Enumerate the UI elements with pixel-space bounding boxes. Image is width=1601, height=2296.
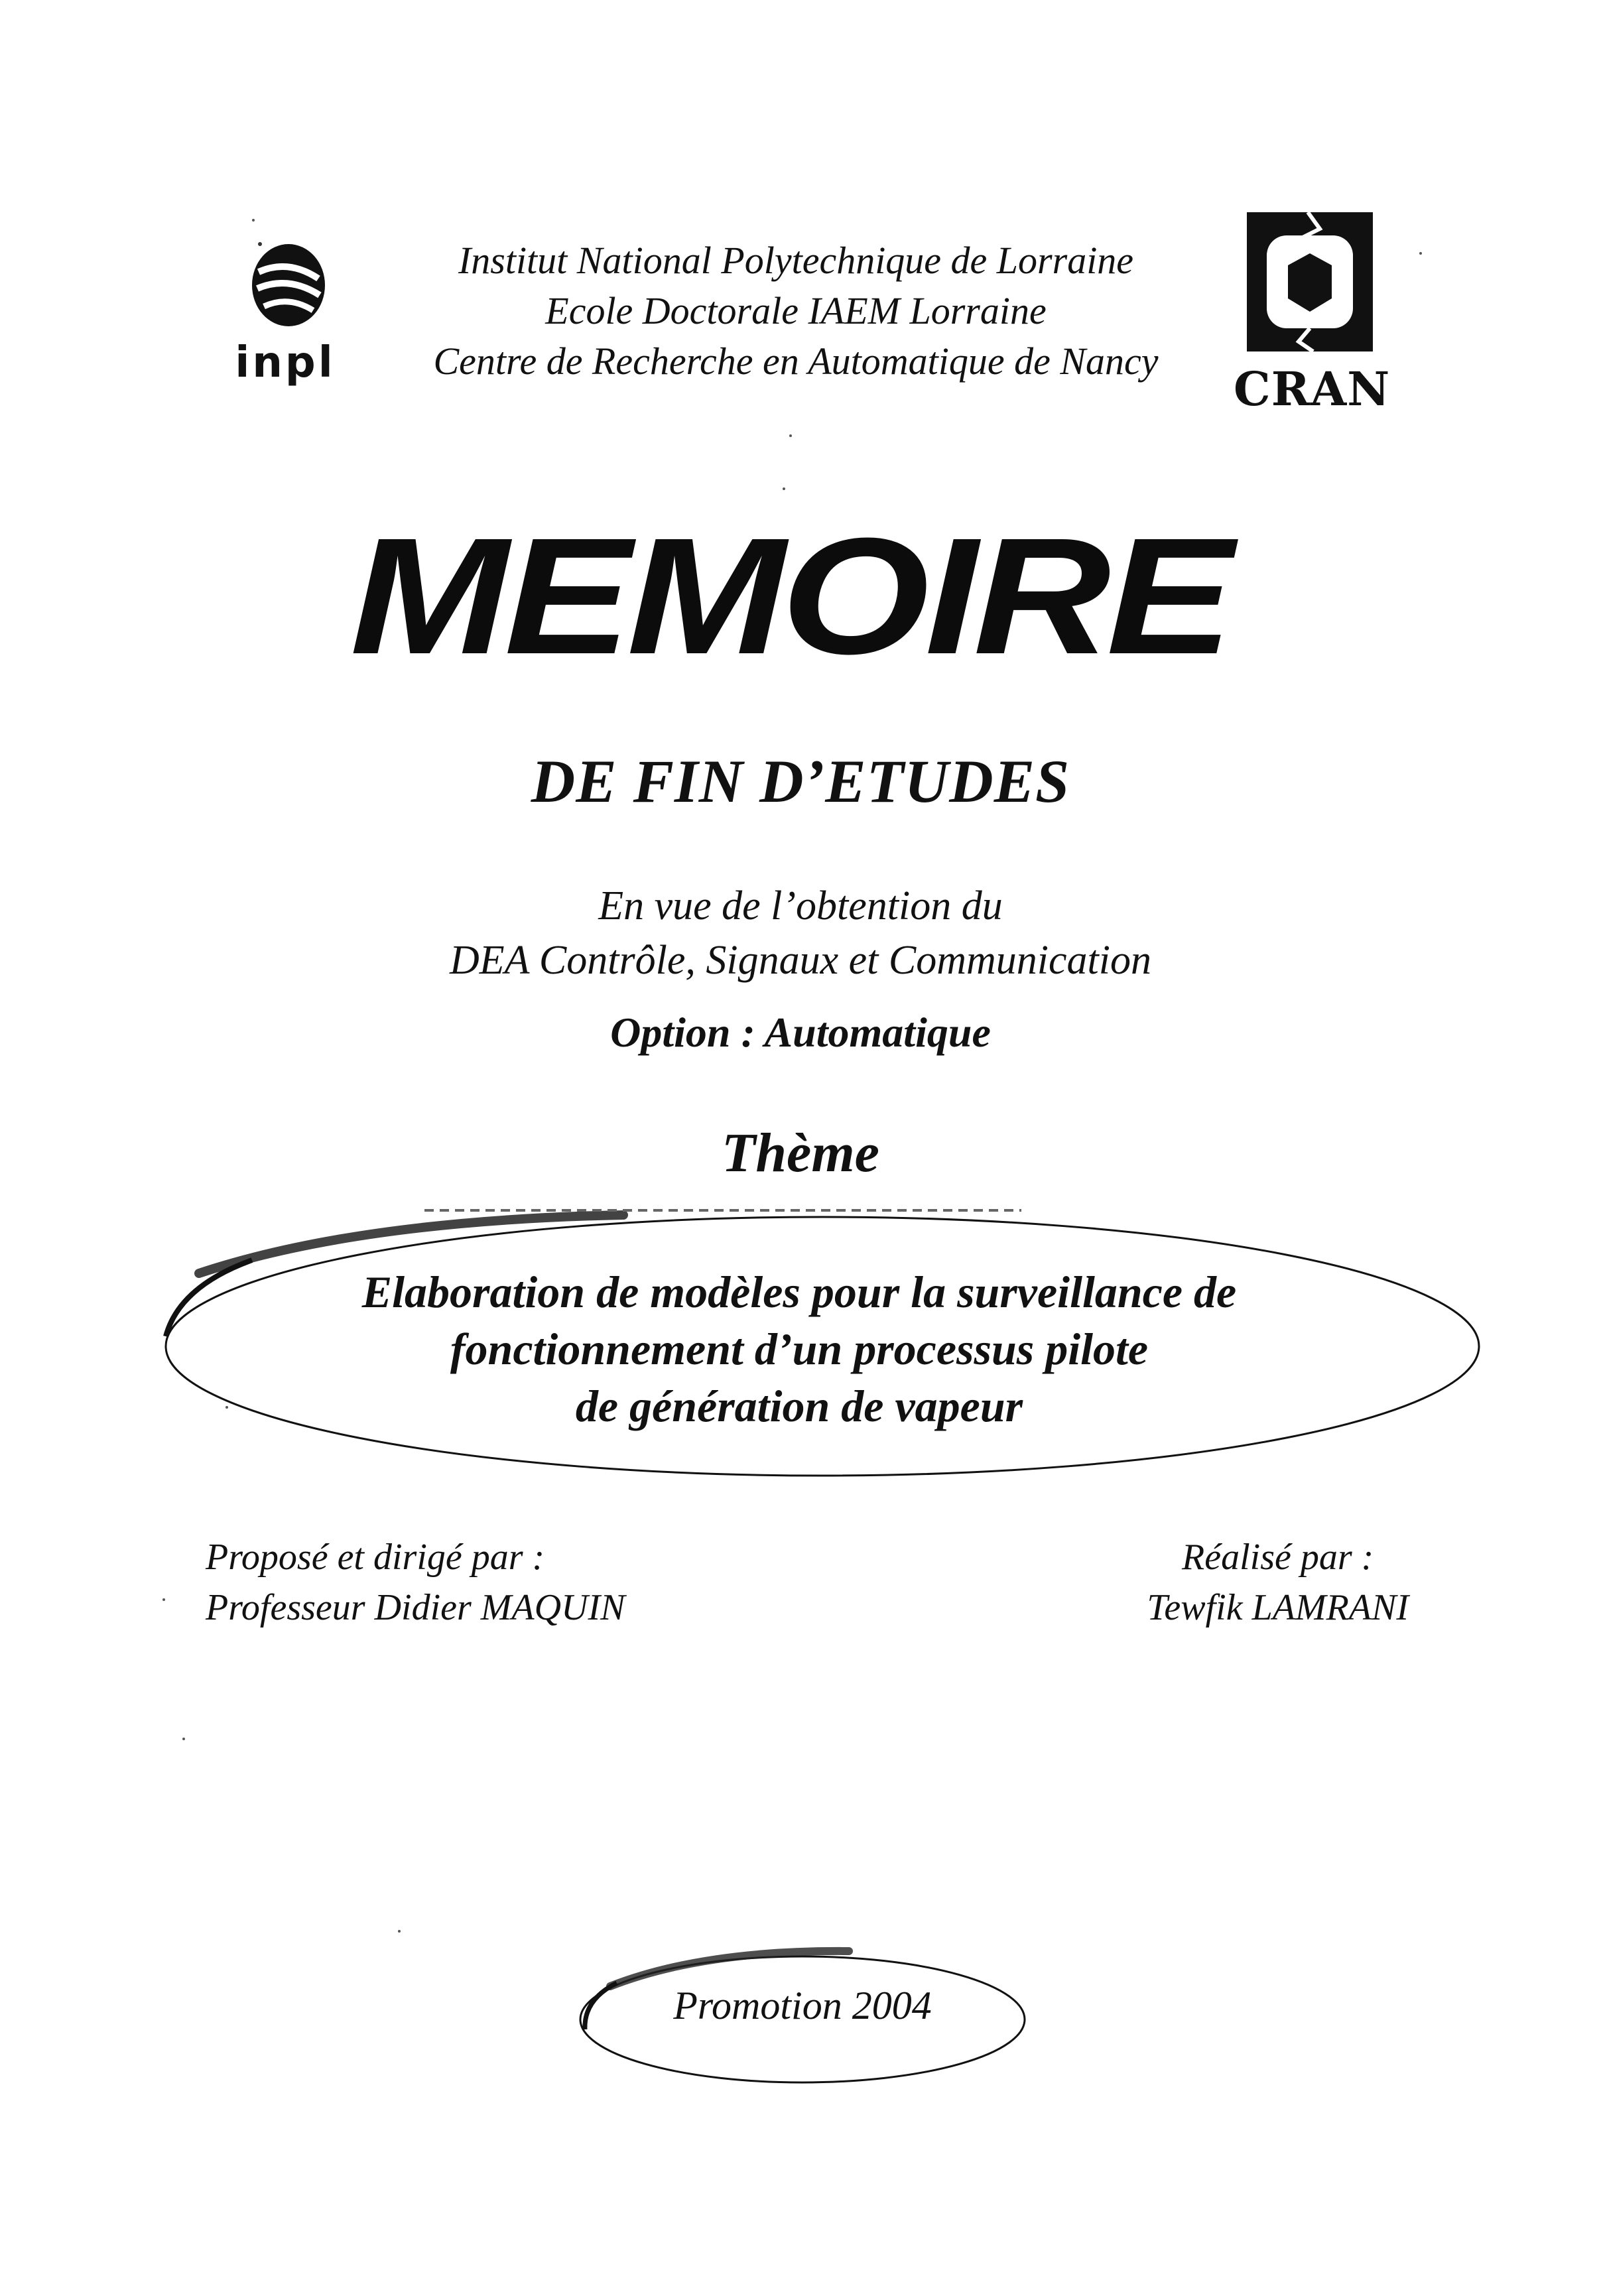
scan-speck	[789, 434, 792, 437]
theme-title	[199, 1263, 1399, 1435]
supervisor-title: Professeur	[206, 1587, 365, 1628]
promotion-label: Promotion 2004	[673, 1984, 932, 2027]
theme-heading: Thème	[722, 1122, 879, 1184]
scan-speck	[1419, 252, 1422, 255]
memoire-title	[350, 503, 1229, 688]
scan-speck	[182, 1738, 185, 1740]
cran-logo-text: CRAN	[1234, 361, 1391, 416]
option-label: Option : Automatique	[610, 1009, 991, 1056]
institution-line: Ecole Doctorale IAEM Lorraine	[545, 289, 1047, 332]
inpl-logo	[219, 225, 352, 398]
scan-speck	[252, 219, 255, 222]
scan-speck	[783, 487, 785, 490]
theme-line-1: Elaboration de modèles pour la surveillance de	[361, 1267, 1237, 1317]
institution-line: Centre de Recherche en Automatique de Nancy	[433, 340, 1159, 383]
theme-line-3: de génération de vapeur	[575, 1381, 1023, 1431]
cran-logo	[1234, 212, 1391, 424]
inpl-emblem-icon	[245, 232, 332, 332]
author-label: Réalisé par :	[1182, 1537, 1374, 1578]
scan-speck	[225, 1406, 228, 1409]
supervisor-block	[206, 1532, 625, 1633]
scan-speck	[398, 1930, 401, 1933]
scan-speck	[162, 1598, 165, 1601]
supervisor-name: Didier MAQUIN	[374, 1587, 625, 1628]
author-name: Tewfik LAMRANI	[1147, 1587, 1409, 1628]
degree-line-1: En vue de l’obtention du	[598, 883, 1003, 928]
degree-block	[0, 879, 1601, 988]
author-block	[1147, 1532, 1409, 1633]
supervisor-label: Proposé et dirigé par :	[206, 1537, 545, 1578]
supervisor-line	[206, 1582, 625, 1633]
institution-line: Institut National Polytechnique de Lorraine	[458, 239, 1134, 282]
subtitle: DE FIN D’ETUDES	[531, 747, 1070, 815]
memoire-title-text: MEMOIRE	[350, 503, 1229, 688]
institutions-block	[371, 235, 1220, 387]
degree-line-2: DEA Contrôle, Signaux et Communication	[450, 938, 1151, 983]
inpl-logo-text: inpl	[235, 338, 336, 387]
cran-emblem-icon	[1247, 212, 1373, 351]
theme-line-2: fonctionnement d’un processus pilote	[450, 1324, 1149, 1374]
